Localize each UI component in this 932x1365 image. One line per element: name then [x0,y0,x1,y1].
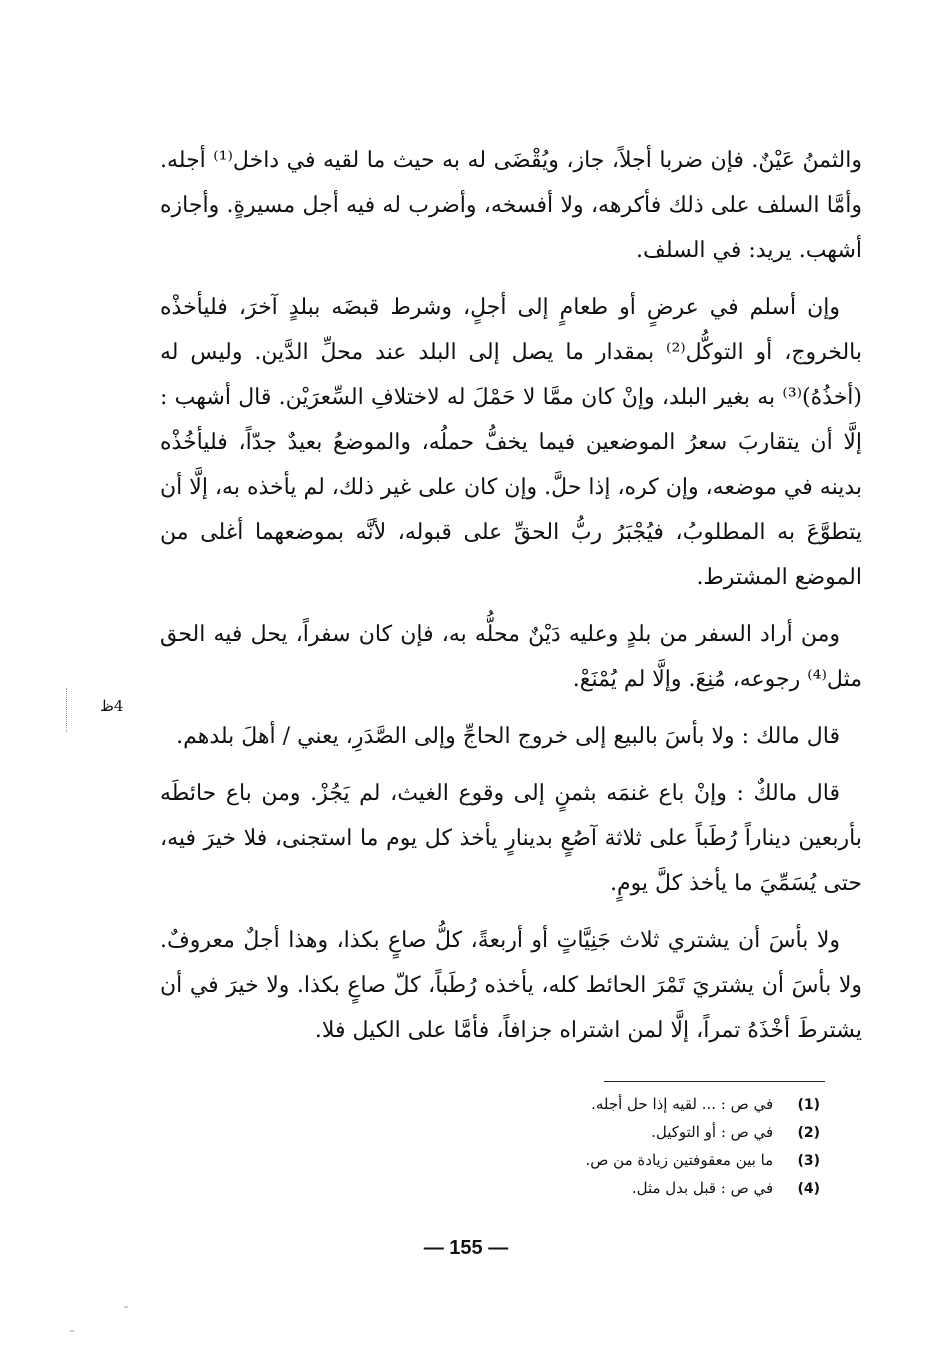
paragraph-4: قال مالك : ولا بأسَ بالبيع إلى خروج الحاجِّ وإلى الصَّدَرِ، يعني / أهلَ بلدهم. [176,724,840,749]
footnote-number: (2) [797,1125,820,1141]
scan-speck [124,1306,128,1308]
footnote-4 [460,1174,820,1202]
footnotes [460,1090,820,1202]
paragraph-6: ولا بأسَ أن يشتري ثلاث جَنِيَّاتٍ أو أربعةً، كلُّ صاعٍ بكذا، وهذا أجلٌ معروفٌ. ولا بأسَ أن يشتريَ تَمْرَ الحائط كله، يأخذه رُطَباً، كلّ صاعٍ بكذا. ولا خيرَ في أن يشترطَ أخْذَهُ تمراً، إلَّا لمن اشتراه جزافاً، فأمَّا على الكيل فلا. [160,928,862,1043]
paragraph-1: والثمنُ عَيْنٌ. فإن ضربا أجلاً، جاز، ويُقْضَى له به حيث ما لقيه في داخل⁽¹⁾ أجله. وأمَّا السلف على ذلك فأكرهه، ولا أفسخه، وأضرب له فيه أجل مسيرةٍ. وأجازه أشهب. يريد: في السلف. [160,148,862,263]
footnote-number: (4) [797,1181,820,1197]
footnote-1 [460,1090,820,1118]
footnote-2 [460,1118,820,1146]
paragraph-5: قال مالكٌ : وإنْ باع غنمَه بثمنٍ إلى وقوع الغيث، لم يَجُزْ. ومن باع حائطَه بأربعين ديناراً رُطَباً على ثلاثة آصُعٍ بدينارٍ يأخذ كل يوم ما استجنى، فلا خيرَ فيه، حتى يُسَمِّيَ ما يأخذ كلَّ يومٍ. [160,781,862,896]
footnote-text: في ص : ... لقيه إذا حل أجله. [591,1095,774,1113]
footnote-text: في ص : أو التوكيل. [651,1123,774,1141]
margin-folio-note: 4ظ [100,697,124,715]
footnote-number: (1) [797,1097,820,1113]
scan-speck [70,1330,74,1332]
footnote-text: في ص : قبل بدل مثل. [631,1179,774,1197]
footnote-number: (3) [797,1153,820,1169]
margin-dotted-rule [66,688,67,732]
footnote-separator [604,1081,825,1082]
main-text [160,138,862,1065]
footnote-3 [460,1146,820,1174]
footnote-text: ما بين معقوفتين زيادة من ص. [585,1151,774,1169]
paragraph-2: وإن أسلم في عرضٍ أو طعامٍ إلى أجلٍ، وشرط قبضَه ببلدٍ آخرَ، فليأخذْه بالخروج، أو التوكُّل⁽²⁾ بمقدار ما يصل إلى البلد عند محلِّ الدَّين. وليس له (أخذُهُ)⁽³⁾ به بغير البلد، وإنْ كان ممَّا لا حَمْلَ له لاختلافِ السِّعرَيْن. قال أشهب : إلَّا أن يتقاربَ سعرُ الموضعين فيما يخفُّ حملُه، والموضعُ بعيدٌ جدّاً، فليأخُذْه بدينه في موضعه، وإن كره، إذا حلَّ. وإن كان على غير ذلك، لم يأخذه به، إلَّا أن يتطوَّعَ به المطلوبُ، فيُجْبَرُ ربُّ الحقِّ على قبوله، لأنَّه بموضعهما أغلى من الموضع المشترط. [160,295,863,590]
page-number: — 155 — [423,1237,509,1259]
paragraph-3: ومن أراد السفر من بلدٍ وعليه دَيْنٌ محلُّه به، فإن كان سفراً، يحل فيه الحق مثل⁽⁴⁾ رجوعه، مُنِعَ. وإلَّا لم يُمْنَعْ. [160,622,862,692]
